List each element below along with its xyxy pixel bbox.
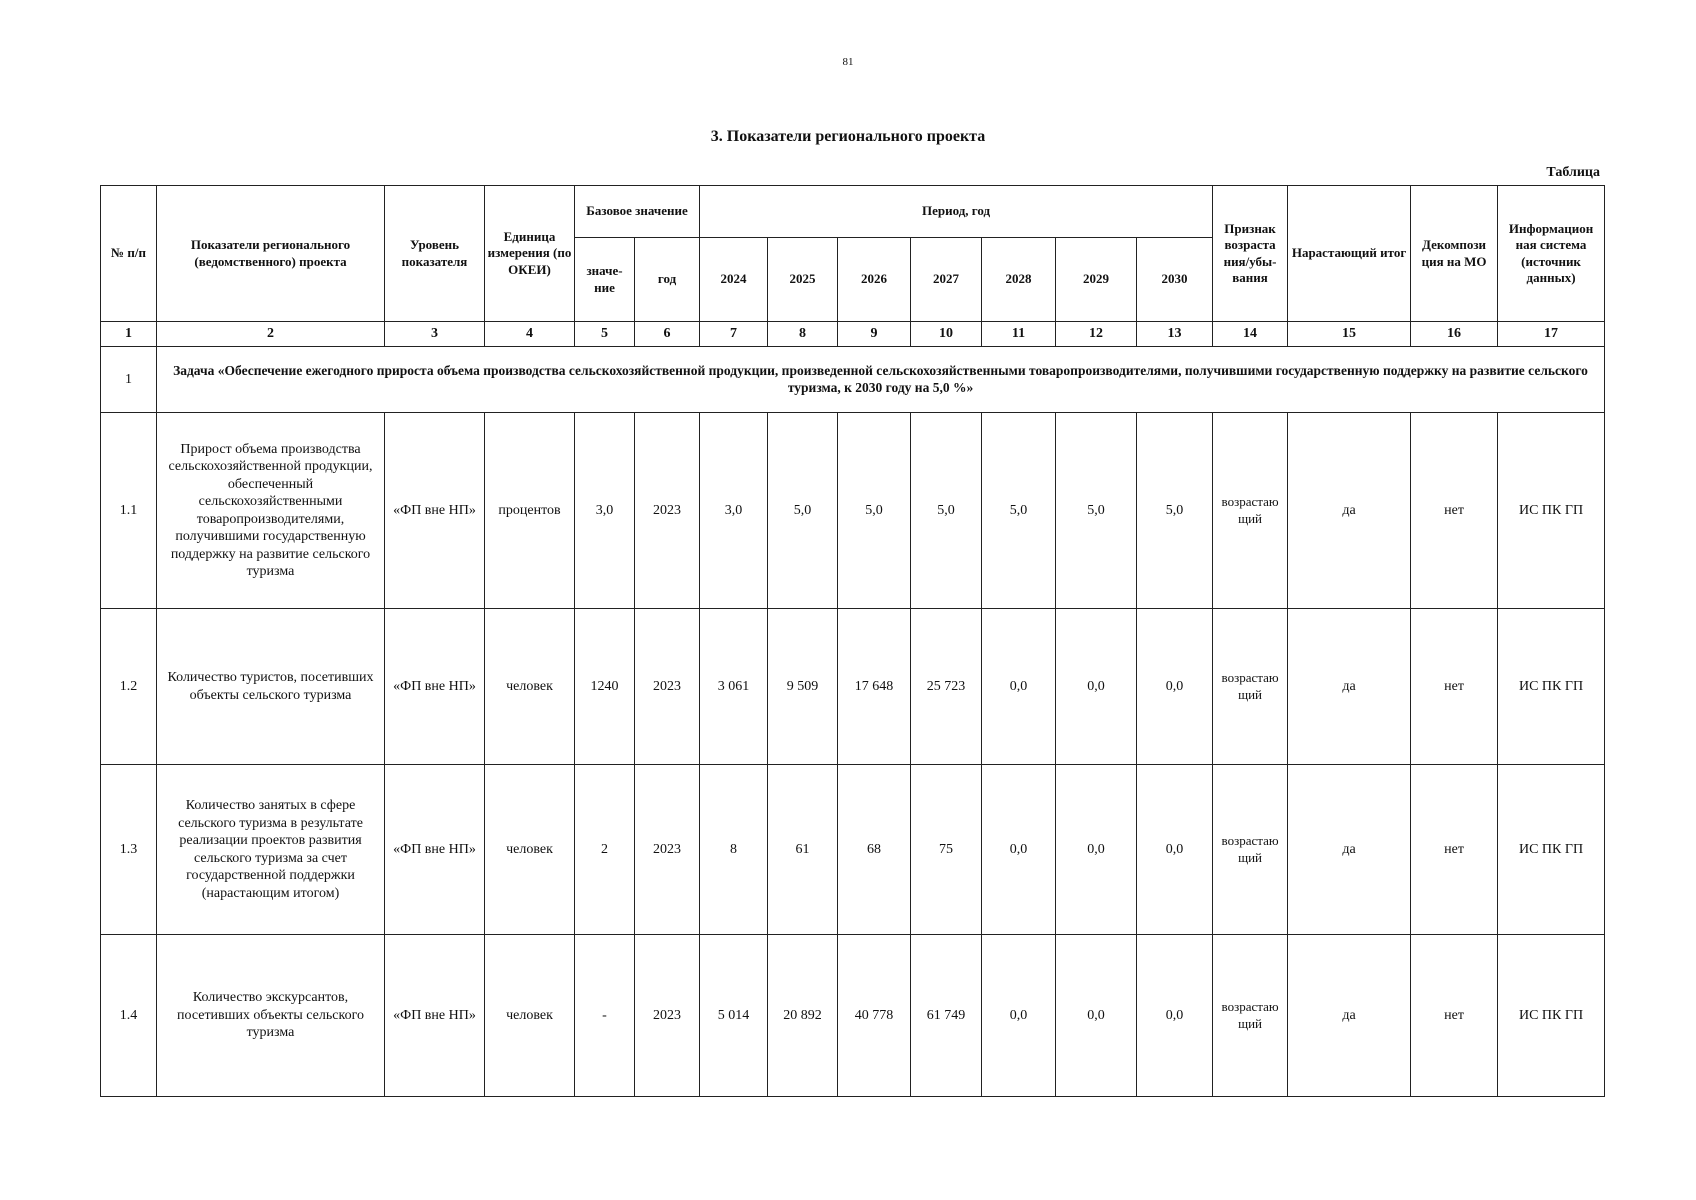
row-value-2024: 5 014 — [700, 935, 768, 1097]
row-value-2024: 8 — [700, 765, 768, 935]
row-value-2029: 5,0 — [1056, 413, 1137, 609]
row-num: 1.1 — [101, 413, 157, 609]
header-base-year: год — [635, 238, 700, 322]
column-number: 9 — [838, 322, 911, 347]
row-level: «ФП вне НП» — [385, 935, 485, 1097]
column-number: 11 — [982, 322, 1056, 347]
row-indicator-name: Количество туристов, посетивших объекты сельского туризма — [157, 609, 385, 765]
row-value-2027: 75 — [911, 765, 982, 935]
row-num: 1.2 — [101, 609, 157, 765]
row-value-2024: 3,0 — [700, 413, 768, 609]
row-base-value: 3,0 — [575, 413, 635, 609]
column-numbers-row — [101, 322, 1605, 347]
row-cumulative: да — [1288, 609, 1411, 765]
row-base-year: 2023 — [635, 609, 700, 765]
row-value-2026: 17 648 — [838, 609, 911, 765]
table-row — [101, 609, 1605, 765]
column-number: 7 — [700, 322, 768, 347]
row-level: «ФП вне НП» — [385, 413, 485, 609]
row-info-system: ИС ПК ГП — [1498, 935, 1605, 1097]
row-trend: возрастаю щий — [1213, 609, 1288, 765]
header-year: 2029 — [1056, 238, 1137, 322]
row-value-2026: 5,0 — [838, 413, 911, 609]
row-info-system: ИС ПК ГП — [1498, 609, 1605, 765]
row-indicator-name: Прирост объема производства сельскохозяйственной продукции, обеспеченный сельскохозяйственными товаропроизводителями, получившими государственную поддержку на развитие сельского туризма — [157, 413, 385, 609]
header-year: 2027 — [911, 238, 982, 322]
column-number: 2 — [157, 322, 385, 347]
header-year: 2026 — [838, 238, 911, 322]
header-num: № п/п — [101, 186, 157, 322]
column-number: 10 — [911, 322, 982, 347]
row-unit: человек — [485, 935, 575, 1097]
row-cumulative: да — [1288, 935, 1411, 1097]
row-unit: процентов — [485, 413, 575, 609]
row-unit: человек — [485, 609, 575, 765]
row-level: «ФП вне НП» — [385, 609, 485, 765]
row-cumulative: да — [1288, 765, 1411, 935]
header-level: Уровень показателя — [385, 186, 485, 322]
row-base-year: 2023 — [635, 765, 700, 935]
row-value-2028: 0,0 — [982, 935, 1056, 1097]
column-number: 14 — [1213, 322, 1288, 347]
header-base-value: значе-ние — [575, 238, 635, 322]
row-value-2027: 61 749 — [911, 935, 982, 1097]
indicators-table — [100, 185, 1605, 1097]
row-value-2030: 0,0 — [1137, 935, 1213, 1097]
header-unit: Единица измерения (по ОКЕИ) — [485, 186, 575, 322]
row-info-system: ИС ПК ГП — [1498, 413, 1605, 609]
row-value-2028: 5,0 — [982, 413, 1056, 609]
header-decomposition: Декомпози ция на МО — [1411, 186, 1498, 322]
column-number: 15 — [1288, 322, 1411, 347]
row-value-2027: 5,0 — [911, 413, 982, 609]
row-value-2028: 0,0 — [982, 765, 1056, 935]
column-number: 16 — [1411, 322, 1498, 347]
row-trend: возрастаю щий — [1213, 935, 1288, 1097]
row-num: 1.4 — [101, 935, 157, 1097]
row-decomposition: нет — [1411, 765, 1498, 935]
row-base-value: - — [575, 935, 635, 1097]
row-base-value: 2 — [575, 765, 635, 935]
column-number: 12 — [1056, 322, 1137, 347]
row-value-2026: 40 778 — [838, 935, 911, 1097]
header-year: 2028 — [982, 238, 1056, 322]
row-indicator-name: Количество занятых в сфере сельского туризма в результате реализации проектов развития сельского туризма за счет государственной поддержки (нарастающим итогом) — [157, 765, 385, 935]
task-num: 1 — [101, 347, 157, 413]
row-num: 1.3 — [101, 765, 157, 935]
row-value-2025: 20 892 — [768, 935, 838, 1097]
row-base-year: 2023 — [635, 935, 700, 1097]
row-base-value: 1240 — [575, 609, 635, 765]
header-year: 2024 — [700, 238, 768, 322]
row-cumulative: да — [1288, 413, 1411, 609]
column-number: 8 — [768, 322, 838, 347]
table-row — [101, 935, 1605, 1097]
row-indicator-name: Количество экскурсантов, посетивших объекты сельского туризма — [157, 935, 385, 1097]
header-row-1 — [101, 186, 1605, 238]
row-value-2025: 5,0 — [768, 413, 838, 609]
row-value-2028: 0,0 — [982, 609, 1056, 765]
page-title: 3. Показатели регионального проекта — [710, 128, 986, 145]
header-year: 2030 — [1137, 238, 1213, 322]
column-number: 3 — [385, 322, 485, 347]
header-info-system: Информацион ная система (источник данных) — [1498, 186, 1605, 322]
column-number: 6 — [635, 322, 700, 347]
table-row — [101, 765, 1605, 935]
header-base: Базовое значение — [575, 186, 700, 238]
column-number: 5 — [575, 322, 635, 347]
row-value-2025: 61 — [768, 765, 838, 935]
row-value-2030: 0,0 — [1137, 765, 1213, 935]
header-trend: Признак возраста ния/убы-вания — [1213, 186, 1288, 322]
column-number: 4 — [485, 322, 575, 347]
row-value-2025: 9 509 — [768, 609, 838, 765]
row-trend: возрастаю щий — [1213, 765, 1288, 935]
row-decomposition: нет — [1411, 609, 1498, 765]
row-level: «ФП вне НП» — [385, 765, 485, 935]
column-number: 1 — [101, 322, 157, 347]
table-caption: Таблица — [1546, 165, 1600, 180]
task-text: Задача «Обеспечение ежегодного прироста объема производства сельскохозяйственной продукции, произведенной сельскохозяйственными товаропроизводителями, получившими государственную поддержку на развитие сельского туризма, к 2030 году на 5,0 %» — [157, 347, 1605, 413]
row-info-system: ИС ПК ГП — [1498, 765, 1605, 935]
header-year: 2025 — [768, 238, 838, 322]
row-decomposition: нет — [1411, 413, 1498, 609]
row-decomposition: нет — [1411, 935, 1498, 1097]
row-value-2026: 68 — [838, 765, 911, 935]
row-unit: человек — [485, 765, 575, 935]
task-row — [101, 347, 1605, 413]
column-number: 13 — [1137, 322, 1213, 347]
row-base-year: 2023 — [635, 413, 700, 609]
row-value-2027: 25 723 — [911, 609, 982, 765]
row-value-2030: 0,0 — [1137, 609, 1213, 765]
page-number: 81 — [842, 56, 854, 68]
header-indicator: Показатели регионального (ведомственного) проекта — [157, 186, 385, 322]
header-period: Период, год — [700, 186, 1213, 238]
row-trend: возрастаю щий — [1213, 413, 1288, 609]
row-value-2029: 0,0 — [1056, 609, 1137, 765]
header-cumulative: Нарастающий итог — [1288, 186, 1411, 322]
row-value-2029: 0,0 — [1056, 765, 1137, 935]
table-row — [101, 413, 1605, 609]
row-value-2030: 5,0 — [1137, 413, 1213, 609]
row-value-2029: 0,0 — [1056, 935, 1137, 1097]
row-value-2024: 3 061 — [700, 609, 768, 765]
column-number: 17 — [1498, 322, 1605, 347]
